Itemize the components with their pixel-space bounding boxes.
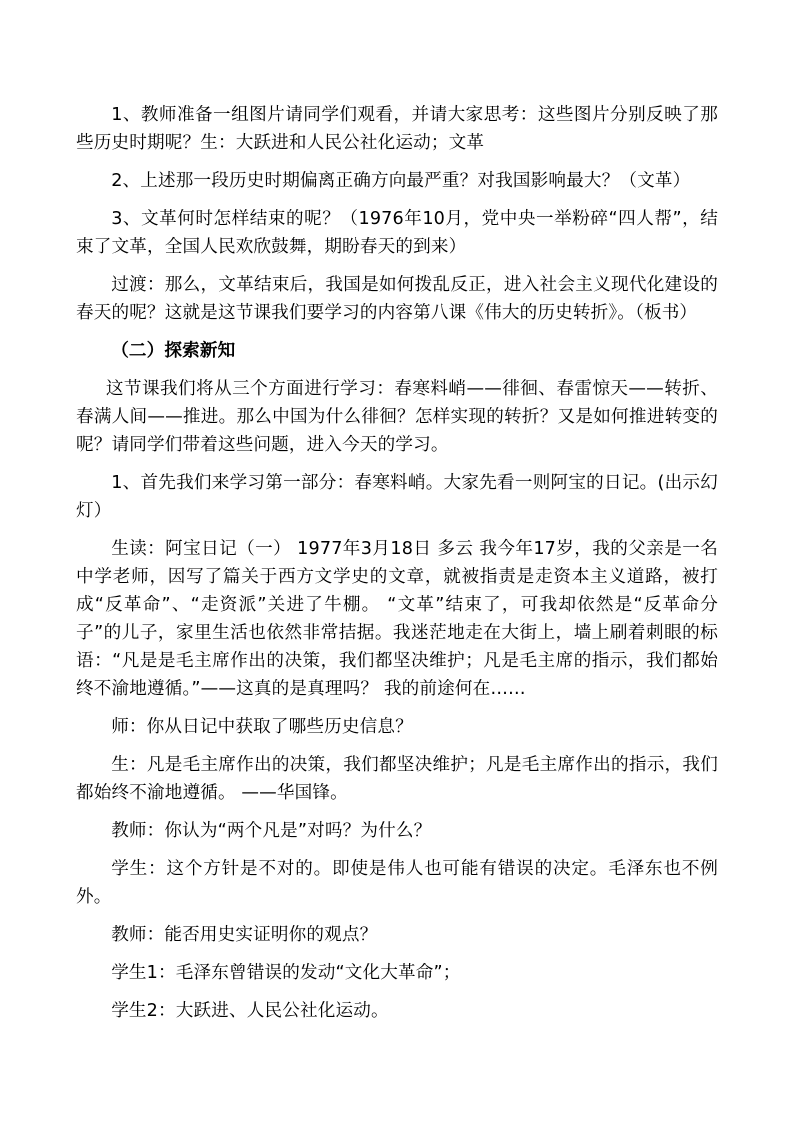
paragraph-teacher-3: 教师：能否用史实证明你的观点？ [111,925,378,945]
paragraph-transition: 过渡：那么，文革结束后，我国是如何拨乱反正，进入社会主义现代化建设的春天的呢？这就是这节课我们要学习的内容第八课《伟大的历史转折》。（板书） [76,275,718,323]
paragraph-question-1: 1、教师准备一组图片请同学们观看，并请大家思考：这些图片分别反映了那些历史时期呢？生：大跃进和人民公社化运动；文革 [76,105,718,153]
section-heading-explore: （二）探索新知 [111,341,236,361]
paragraph-part-1: 1、首先我们来学习第一部分：春寒料峭。大家先看一则阿宝的日记。(出示幻灯） [76,473,718,521]
paragraph-intro: 这节课我们将从三个方面进行学习：春寒料峭——徘徊、春雷惊天——转折、春满人间——推进。那么中国为什么徘徊？怎样实现的转折？又是如何推进转变的呢？请同学们带着这些问题，进入今天的学习。 [76,379,718,455]
paragraph-teacher-1: 师：你从日记中获取了哪些历史信息？ [111,717,413,737]
paragraph-question-3: 3、文革何时怎样结束的呢？（1976年10月，党中央一举粉碎“四人帮”，结束了文革，全国人民欢欣鼓舞，期盼春天的到来） [76,209,718,257]
paragraph-question-2: 2、上述那一段历史时期偏离正确方向最严重？对我国影响最大？（文革） [111,171,691,191]
paragraph-teacher-2: 教师：你认为“两个凡是”对吗？为什么？ [111,821,432,841]
paragraph-diary: 生读：阿宝日记（一） 1977年3月18日 多云 我今年17岁，我的父亲是一名中学老师，因写了篇关于西方文学史的文章，就被指责是走资本主义道路，被打成“反革命”、“走资派”关进了牛棚。 “文革”结束了，可我却依然是“反革命分子”的儿子，家里生活也依然非常拮据。我迷茫地走在大街上，墙上刷着刺眼的标语：“凡是是毛主席作出的决策，我们都坚决维护；凡是毛主席的指示，我们都始终不渝地遵循。”——这真的是真理吗？ 我的前途何在…… [76,539,718,699]
paragraph-student-1: 生：凡是毛主席作出的决策，我们都坚决维护；凡是毛主席作出的指示，我们都始终不渝地遵循。 ——华国锋。 [76,755,718,803]
paragraph-student-3: 学生1：毛泽东曾错误的发动“文化大革命”； [111,963,461,983]
paragraph-student-2: 学生：这个方针是不对的。即使是伟人也可能有错误的决定。毛泽东也不例外。 [76,859,718,907]
document-page [76,101,718,1035]
paragraph-student-4: 学生2：大跃进、人民公社化运动。 [111,1001,389,1021]
